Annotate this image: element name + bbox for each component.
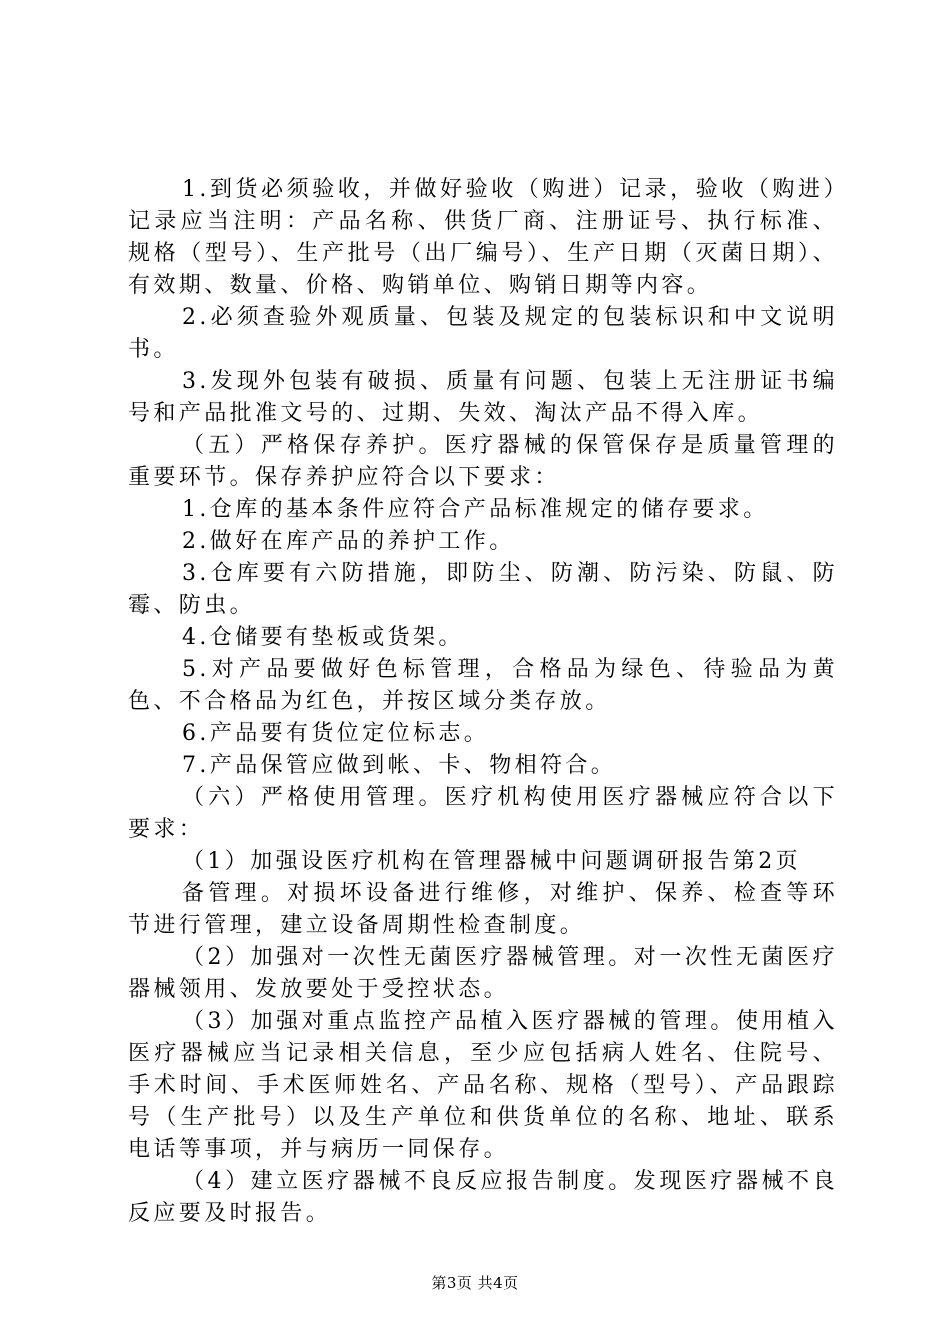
paragraph: （3）加强对重点监控产品植入医疗器械的管理。使用植入医疗器械应当记录相关信息，至少应包括病人姓名、住院号、手术时间、手术医师姓名、产品名称、规格（型号）、产品跟踪号（生产批号）以及生产单位和供货单位的名称、地址、联系电话等事项，并与病历一同保存。 bbox=[128, 1009, 838, 1162]
paragraph: （六）严格使用管理。医疗机构使用医疗器械应符合以下要求： bbox=[128, 785, 838, 842]
paragraph: 3.发现外包装有破损、质量有问题、包装上无注册证书编号和产品批准文号的、过期、失效、淘汰产品不得入库。 bbox=[128, 369, 838, 426]
paragraph: 4.仓储要有垫板或货架。 bbox=[182, 625, 464, 650]
page-number-label: 第3页 共4页 bbox=[431, 1274, 519, 1292]
paragraph: （五）严格保存养护。医疗器械的保管保存是质量管理的重要环节。保存养护应符合以下要求： bbox=[128, 433, 838, 490]
paragraph: （1）加强设医疗机构在管理器械中问题调研报告第2页 bbox=[182, 849, 801, 874]
paragraph: 2.做好在库产品的养护工作。 bbox=[182, 529, 515, 554]
paragraph: 5.对产品要做好色标管理，合格品为绿色、待验品为黄色、不合格品为红色，并按区域分类存放。 bbox=[128, 657, 838, 714]
paragraph: （4）建立医疗器械不良反应报告制度。发现医疗器械不良反应要及时报告。 bbox=[128, 1169, 838, 1226]
paragraph: 2.必须查验外观质量、包装及规定的包装标识和中文说明书。 bbox=[128, 305, 838, 362]
paragraph: （2）加强对一次性无菌医疗器械管理。对一次性无菌医疗器械领用、发放要处于受控状态。 bbox=[128, 945, 838, 1002]
paragraph: 3.仓库要有六防措施，即防尘、防潮、防污染、防鼠、防霉、防虫。 bbox=[128, 561, 838, 618]
paragraph: 7.产品保管应做到帐、卡、物相符合。 bbox=[182, 753, 617, 778]
paragraph: 1.仓库的基本条件应符合产品标准规定的储存要求。 bbox=[182, 497, 769, 522]
page-footer bbox=[0, 1273, 950, 1293]
paragraph: 1.到货必须验收，并做好验收（购进）记录，验收（购进）记录应当注明：产品名称、供货厂商、注册证号、执行标准、规格（型号）、生产批号（出厂编号）、生产日期（灭菌日期）、有效期、数量、价格、购销单位、购销日期等内容。 bbox=[128, 177, 838, 298]
document-body bbox=[128, 174, 838, 1230]
paragraph: 6.产品要有货位定位标志。 bbox=[182, 721, 490, 746]
paragraph: 备管理。对损坏设备进行维修，对维护、保养、检查等环节进行管理，建立设备周期性检查制度。 bbox=[128, 881, 838, 938]
